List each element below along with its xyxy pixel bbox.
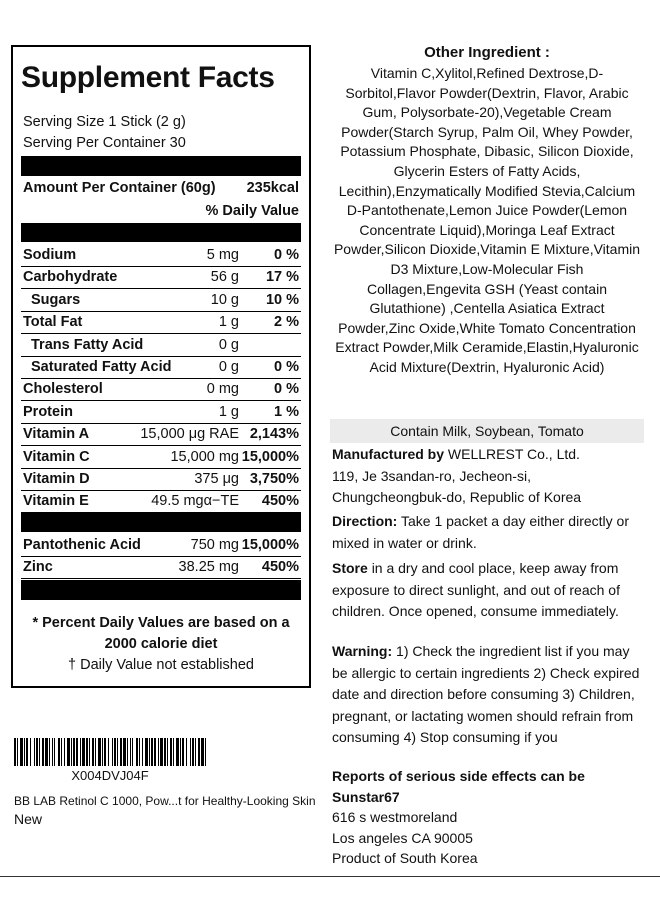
barcode-bar — [49, 738, 50, 766]
barcode-bar — [123, 738, 126, 766]
barcode-bar — [170, 738, 172, 766]
nutrient-row — [21, 266, 301, 289]
direction-label: Direction: — [332, 513, 398, 529]
nutrient-daily-value: 0 % — [274, 359, 299, 375]
storage-block — [332, 558, 642, 623]
barcode-number: X004DVJ04F — [71, 768, 149, 783]
barcode-bar — [17, 738, 18, 766]
manufacturer-block — [332, 444, 642, 509]
barcode-bar — [24, 738, 25, 766]
nutrient-daily-value: 3,750% — [249, 471, 299, 487]
direction-block — [332, 511, 642, 554]
barcode-bar — [190, 738, 191, 766]
barcode-bar — [80, 738, 81, 766]
footnote-line2: 2000 calorie diet — [104, 636, 218, 652]
barcode-bar — [192, 738, 194, 766]
nutrient-daily-value: 17 % — [265, 269, 299, 286]
barcode-bar — [64, 738, 65, 766]
allergen-notice: Contain Milk, Soybean, Tomato — [330, 419, 644, 443]
nutrient-daily-value: 2,143% — [249, 426, 299, 443]
nutrient-amount: 750 mg — [190, 537, 239, 553]
nutrient-amount: 0 mg — [206, 381, 239, 398]
nutrient-name: Vitamin C — [23, 448, 90, 465]
serving-size: Serving Size 1 Stick (2 g) — [23, 114, 186, 130]
amount-per-container-label: Amount Per Container (60g) — [23, 180, 216, 196]
supplement-facts-panel — [11, 45, 311, 688]
nutrient-amount: 5 mg — [206, 247, 239, 263]
reports-block — [332, 766, 642, 869]
nutrient-daily-value: 0 % — [274, 247, 299, 263]
nutrient-daily-value: 450% — [261, 559, 299, 576]
warning-label: Warning: — [332, 643, 393, 659]
nutrient-row — [21, 446, 301, 469]
nutrient-row — [21, 490, 301, 513]
barcode-bar — [14, 738, 16, 766]
thick-divider — [21, 223, 301, 242]
nutrient-row — [21, 423, 301, 446]
barcode-bar — [34, 738, 35, 766]
barcode-bar — [139, 738, 140, 766]
barcode-bar — [30, 738, 31, 766]
barcode-bar — [89, 738, 90, 766]
nutrient-row — [21, 378, 301, 401]
barcode-image — [14, 738, 206, 766]
barcode-bar — [52, 738, 53, 766]
nutrient-name: Trans Fatty Acid — [31, 336, 144, 353]
barcode-bar — [20, 738, 23, 766]
thick-divider — [21, 156, 301, 176]
calories-value: 235kcal — [246, 180, 299, 196]
nutrient-row — [21, 556, 301, 579]
barcode-bar — [145, 738, 148, 766]
barcode-bar — [102, 738, 103, 766]
barcode-bar — [158, 738, 159, 766]
nutrient-amount: 38.25 mg — [178, 559, 239, 576]
barcode-bar — [117, 738, 118, 766]
nutrient-row — [21, 534, 301, 557]
nutrient-name: Sodium — [23, 247, 77, 263]
barcode-bar — [182, 738, 184, 766]
barcode-bar — [67, 738, 70, 766]
barcode-bar — [76, 738, 78, 766]
barcode-bar — [186, 738, 187, 766]
nutrient-name: Vitamin D — [23, 471, 90, 487]
manufacturer-label: Manufactured by — [332, 446, 445, 462]
thick-divider — [21, 513, 301, 532]
manufacturer-address: 119, Je 3sandan-ro, Jecheon-si, Chungcheongbuk-do, Republic of Korea — [332, 467, 582, 505]
nutrient-amount: 0 g — [218, 336, 239, 353]
nutrient-name: Cholesterol — [23, 381, 103, 398]
nutrient-name: Vitamin A — [23, 426, 90, 443]
nutrient-daily-value: 1 % — [274, 403, 299, 420]
reports-address-line2: Los angeles CA 90005 — [332, 829, 473, 846]
bottom-divider — [0, 876, 660, 877]
nutrient-name: Carbohydrate — [23, 269, 118, 286]
nutrient-row — [21, 311, 301, 334]
nutrient-row — [21, 468, 301, 491]
barcode-bar — [198, 738, 200, 766]
footnote-percent-daily — [13, 613, 309, 655]
footnote-line1: * Percent Daily Values are based on a — [32, 615, 290, 631]
barcode-bar — [36, 738, 38, 766]
barcode-bar — [112, 738, 113, 766]
barcode-bar — [120, 738, 122, 766]
barcode-bar — [154, 738, 156, 766]
nutrient-name: Saturated Fatty Acid — [31, 359, 172, 375]
nutrient-amount: 1 g — [218, 314, 239, 331]
ingredients-text: Vitamin C,Xylitol,Refined Dextrose,D-Sorbitol,Flavor Powder(Dextrin, Flavor, Arabic Gum, Polysorbate-20),Vegetable Cream Powder(Starch Syrup, Palm Oil, Whey Powder, Potassium Phosphate, Dibasic, Silicon Dioxide, Glycerin Esters of Fatty Acids, Lecithin),Enzymatically Modified Stevia,Calcium D-Pantothenate,Lemon Juice Powder(Lemon Concentrate Liquid),Moringa Leaf Extract Powder,Silicon Dioxide,Vitamin E Mixture,Vitamin D3 Mixture,Low-Molecular Fish Collagen,Engevita GSH (Yeast contain Glutathione) ,Centella Asiatica Extract Powder,Zinc Oxide,White Tomato Concentration Extract Powder,Milk Ceramide,Elastin,Hyaluronic Acid Mixture(Dextrin, Hyaluronic Acid) — [333, 65, 641, 375]
nutrient-amount: 56 g — [210, 269, 239, 286]
barcode-bar — [26, 738, 28, 766]
ingredients-title: Other Ingredient : — [424, 44, 550, 61]
barcode-bar — [98, 738, 101, 766]
barcode-bar — [160, 738, 163, 766]
barcode-bar — [205, 738, 206, 766]
barcode-bar — [127, 738, 128, 766]
barcode-bar — [136, 738, 138, 766]
barcode-bar — [54, 738, 55, 766]
origin-country: Product of South Korea — [332, 850, 478, 866]
barcode-bar — [164, 738, 166, 766]
nutrient-daily-value: 2 % — [274, 314, 299, 331]
barcode-bar — [132, 738, 133, 766]
product-condition: New — [14, 811, 43, 827]
daily-value-header: % Daily Value — [205, 203, 299, 219]
nutrient-row — [21, 244, 301, 267]
barcode-bar — [71, 738, 72, 766]
warning-block — [332, 641, 642, 759]
product-title: BB LAB Retinol C 1000, Pow...t for Healthy-Looking Skin — [14, 794, 316, 808]
storage-label: Store — [332, 560, 368, 576]
thick-divider — [21, 580, 301, 600]
barcode-bar — [149, 738, 150, 766]
barcode-bar — [176, 738, 179, 766]
servings-per-container: Serving Per Container 30 — [23, 135, 186, 151]
nutrient-daily-value: 10 % — [265, 291, 299, 308]
nutrient-row — [21, 289, 301, 312]
reports-label: Reports of serious side effects can be Sunstar67 — [332, 768, 585, 805]
nutrient-amount: 1 g — [218, 403, 239, 420]
manufacturer-name: WELLREST Co., Ltd. — [447, 446, 580, 462]
barcode-bar — [92, 738, 94, 766]
barcode-bar — [61, 738, 62, 766]
nutrient-name: Zinc — [23, 559, 53, 576]
barcode-bar — [151, 738, 153, 766]
nutrient-amount: 375 μg — [194, 471, 239, 487]
barcode-bar — [130, 738, 131, 766]
direction-text: Take 1 packet a day either directly or mixed in water or drink. — [332, 513, 629, 551]
barcode-bar — [173, 738, 174, 766]
nutrient-amount: 49.5 mgα−TE — [151, 493, 239, 510]
nutrient-amount: 15,000 μg RAE — [140, 426, 239, 443]
nutrient-row — [21, 401, 301, 424]
barcode-bar — [39, 738, 40, 766]
barcode-bar — [167, 738, 168, 766]
warning-text: 1) Check the ingredient list if you may be allergic to certain ingredients 2) Check expired date and direction before consuming 3) Children, pregnant, or lactating women should refrain from consuming 4) Stop consuming if you — [332, 643, 640, 745]
barcode-bar — [86, 738, 88, 766]
nutrient-amount: 15,000 mg — [170, 448, 239, 465]
barcode-bar — [114, 738, 116, 766]
footnote-dagger: † Daily Value not established — [68, 657, 254, 673]
nutrient-amount: 10 g — [210, 291, 239, 308]
nutrient-daily-value: 15,000% — [241, 448, 299, 465]
barcode-bar — [104, 738, 106, 766]
reports-address-line1: 616 s westmoreland — [332, 809, 458, 825]
nutrient-name: Protein — [23, 403, 73, 420]
barcode-bar — [195, 738, 196, 766]
nutrient-daily-value: 0 % — [274, 381, 299, 398]
nutrient-row — [21, 334, 301, 357]
barcode-bar — [82, 738, 85, 766]
barcode-bar — [201, 738, 204, 766]
barcode-bar — [73, 738, 75, 766]
barcode-bar — [42, 738, 44, 766]
barcode-bar — [45, 738, 48, 766]
storage-text: in a dry and cool place, keep away from exposure to direct sunlight, and out of reach of children. Once opened, consume immediately. — [332, 560, 620, 619]
barcode-bar — [108, 738, 109, 766]
nutrient-name: Vitamin E — [23, 493, 89, 510]
barcode-bar — [142, 738, 143, 766]
nutrient-name: Total Fat — [23, 314, 83, 331]
facts-title: Supplement Facts — [21, 61, 275, 94]
barcode-bar — [180, 738, 181, 766]
nutrient-row — [21, 356, 301, 379]
nutrient-name: Sugars — [31, 291, 81, 308]
nutrient-amount: 0 g — [218, 359, 239, 375]
nutrient-daily-value: 15,000% — [241, 537, 299, 553]
nutrient-name: Pantothenic Acid — [23, 537, 141, 553]
barcode-bar — [95, 738, 96, 766]
barcode-bar — [58, 738, 60, 766]
nutrient-daily-value: 450% — [261, 493, 299, 510]
